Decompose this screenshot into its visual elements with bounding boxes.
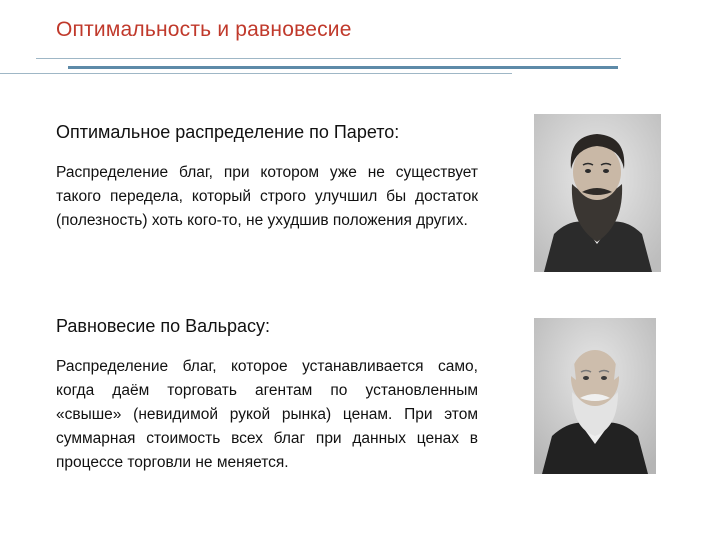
slide-title: Оптимальность и равновесие [56, 18, 352, 41]
walras-portrait-image [534, 318, 656, 474]
pareto-heading: Оптимальное распределение по Парето: [56, 122, 400, 142]
header-divider-bottom [0, 73, 512, 74]
walras-section [56, 316, 478, 475]
header-divider-accent [68, 66, 618, 69]
walras-heading: Равновесие по Вальрасу: [56, 316, 271, 336]
header-divider-top [36, 58, 621, 59]
pareto-text: Распределение благ, при котором уже не существует такого передела, который строго улучшил бы достаток (полезность) хоть кого-то, не ухудшив положения других. [56, 164, 478, 229]
pareto-section [56, 122, 478, 233]
pareto-portrait-image [534, 114, 661, 272]
walras-text: Распределение благ, которое устанавливается само, когда даём торговать агентам по установленным «свыше» (невидимой рукой рынка) ценам. При этом суммарная стоимость всех благ при данных ценах в процессе торговли не меняется. [56, 358, 478, 471]
walras-portrait-drawing [534, 318, 656, 474]
pareto-portrait-drawing [534, 114, 661, 272]
